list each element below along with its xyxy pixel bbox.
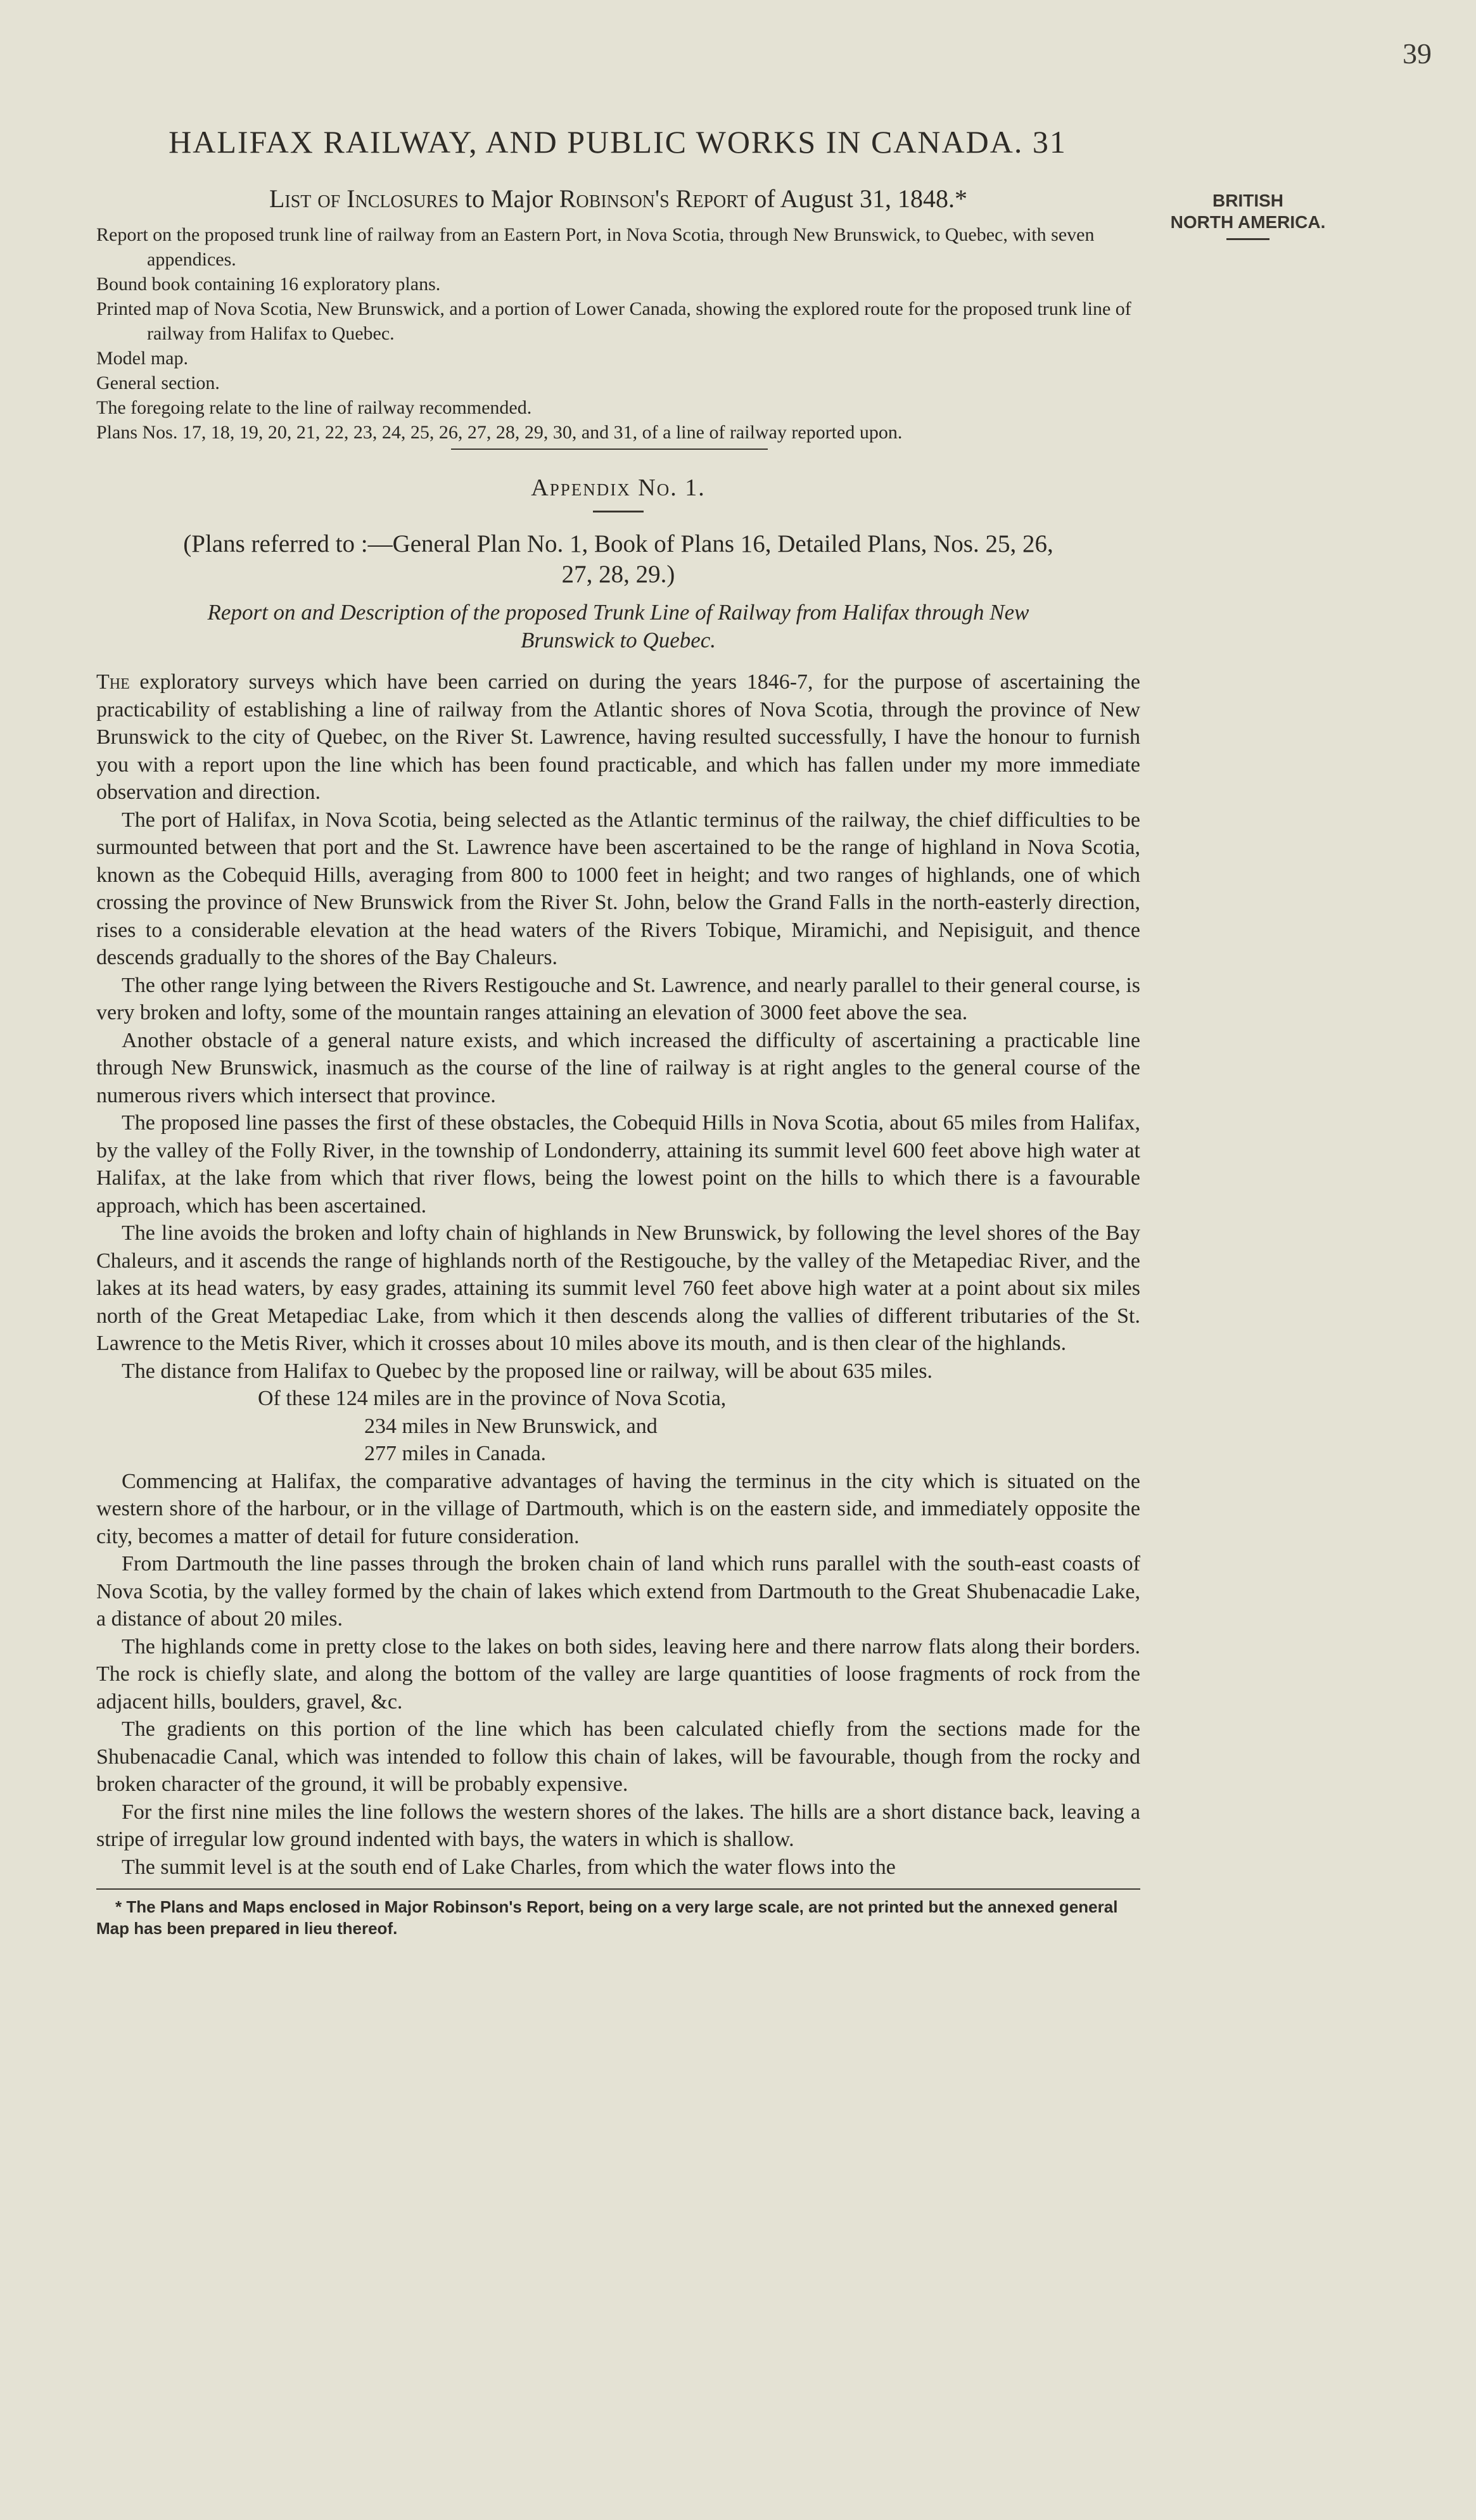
body-paragraph: The summit level is at the south end of Lake Charles, from which the water flows into the: [122, 1855, 896, 1879]
margin-note: [1153, 190, 1343, 240]
report-title-line-2: Brunswick to Quebec.: [520, 628, 716, 652]
body-paragraph: For the first nine miles the line follows the western shores of the lakes. The hills are a short distance back, leaving a stripe of irregular low ground indented with bays, the waters in which is shallow.: [96, 1800, 1140, 1851]
footnote: * The Plans and Maps enclosed in Major Robinson's Report, being on a very large scale, are not printed but the annexed general Map has been prepared in lieu thereof.: [96, 1897, 1118, 1938]
footnote-rule: [96, 1888, 1140, 1890]
paragraph-text: exploratory surveys which have been carried on during the years 1846-7, for the purpose of ascertaining the practicability of establishing a line of railway from the Atlantic shores of Nova Scotia, through the province of New Brunswick to the city of Quebec, on the River St. Lawrence, having resulted successfully, I have the honour to furnish you with a report upon the line which has been found practicable, and which has fallen under my more immediate observation and direction.: [96, 670, 1140, 804]
margin-note-line-2: NORTH AMERICA.: [1170, 212, 1326, 232]
inclosure-item: Report on the proposed trunk line of railway from an Eastern Port, in Nova Scotia, through New Brunswick, to Quebec, with seven appendices.: [96, 224, 1095, 270]
body-paragraph: The highlands come in pretty close to the lakes on both sides, leaving here and there narrow flats along their borders. The rock is chiefly slate, and along the bottom of the valley are large quantities of loose fragments of rock from the adjacent hills, boulders, gravel, &c.: [96, 1634, 1140, 1714]
distance-list: [258, 1385, 1140, 1468]
inclosures-title-part-2: to Major: [458, 184, 559, 213]
inclosures-title-part-1: List of Inclosures: [269, 184, 459, 213]
inclosure-item: Printed map of Nova Scotia, New Brunswick, and a portion of Lower Canada, showing the explored route for the proposed trunk line of railway from Halifax to Quebec.: [96, 298, 1131, 344]
appendix-title-rule: [593, 511, 644, 512]
inclosure-item: General section.: [96, 372, 220, 393]
plans-reference-line-1: (Plans referred to :—General Plan No. 1, Book of Plans 16, Detailed Plans, Nos. 25, 26,: [183, 530, 1053, 557]
inclosures-list: [96, 222, 1140, 445]
distance-list-item: 234 miles in New Brunswick, and: [364, 1414, 658, 1438]
distance-list-item: Of these 124 miles are in the province of Nova Scotia,: [258, 1387, 727, 1410]
page-number: 39: [1403, 37, 1432, 70]
running-header: HALIFAX RAILWAY, AND PUBLIC WORKS IN CANADA. 31: [169, 124, 1067, 160]
body-paragraph: The proposed line passes the first of these obstacles, the Cobequid Hills in Nova Scotia, about 65 miles from Halifax, by the valley of the Folly River, in the township of Londonderry, attaining its summit level 600 feet above high water at Halifax, at the lake from which that river flows, being the lowest point on the hills to which there is a favourable approach, which has been ascertained.: [96, 1111, 1140, 1218]
body-paragraph: The gradients on this portion of the line which has been calculated chiefly from the sections made for the Shubenacadie Canal, which was intended to follow this chain of lakes, will be favourable, though from the rocky and broken character of the ground, it will be probably expensive.: [96, 1717, 1140, 1796]
inclosures-title: [96, 184, 1140, 213]
page-content: [96, 184, 1140, 1939]
body-paragraph: Commencing at Halifax, the comparative advantages of having the terminus in the city which is situated on the western shore of the harbour, or in the village of Dartmouth, which is on the eastern side, and immediately opposite the city, becomes a matter of detail for future consideration.: [96, 1469, 1140, 1548]
report-title-line-1: Report on and Description of the proposed Trunk Line of Railway from Halifax through New: [207, 600, 1029, 625]
body-paragraph: The line avoids the broken and lofty chain of highlands in New Brunswick, by following the level shores of the Bay Chaleurs, and it ascends the range of highlands north of the Restigouche, by the valley of the Metapediac River, and the lakes at its head waters, by easy grades, attaining its summit level 760 feet above high water at a point about six miles north of the Great Metapediac Lake, from which it then descends along the vallies of different tributaries of the St. Lawrence to the Metis River, which it crosses about 10 miles above its mouth, and is then clear of the highlands.: [96, 1221, 1140, 1355]
inclosures-title-part-4: of August 31, 1848.*: [748, 184, 968, 213]
margin-note-line-1: BRITISH: [1212, 191, 1283, 210]
inclosure-item: Plans Nos. 17, 18, 19, 20, 21, 22, 23, 24, 25, 26, 27, 28, 29, 30, and 31, of a line of railway reported upon.: [96, 422, 903, 443]
body-paragraph: From Dartmouth the line passes through the broken chain of land which runs parallel with the south-east coasts of Nova Scotia, by the valley formed by the chain of lakes which extend from Dartmouth to the Great Shubenacadie Lake, a distance of about 20 miles.: [96, 1552, 1140, 1631]
plans-reference-line-2: 27, 28, 29.): [561, 561, 675, 588]
inclosure-item: Bound book containing 16 exploratory plans.: [96, 274, 441, 295]
inclosure-item: The foregoing relate to the line of railway recommended.: [96, 397, 532, 418]
section-divider: [451, 449, 768, 450]
plans-reference: [96, 529, 1140, 590]
appendix-title: Appendix No. 1.: [531, 474, 706, 501]
distance-list-item: 277 miles in Canada.: [364, 1442, 547, 1465]
body-paragraph: Another obstacle of a general nature exists, and which increased the difficulty of ascertaining a practicable line through New Brunswick, inasmuch as the course of the line of railway is at right angles to the general course of the numerous rivers which intersect that province.: [96, 1028, 1140, 1107]
body-paragraph: [96, 668, 1140, 806]
report-body: [96, 668, 1140, 1881]
body-paragraph: The distance from Halifax to Quebec by the proposed line or railway, will be about 635 miles.: [122, 1359, 932, 1383]
inclosures-title-part-3: Robinson's Report: [559, 184, 748, 213]
margin-note-rule: [1226, 238, 1269, 240]
body-paragraph: The other range lying between the Rivers Restigouche and St. Lawrence, and nearly parallel to their general course, is very broken and lofty, some of the mountain ranges attaining an elevation of 3000 feet above the sea.: [96, 973, 1140, 1024]
inclosure-item: Model map.: [96, 348, 188, 369]
paragraph-lead-word: The: [96, 670, 130, 694]
body-paragraph: The port of Halifax, in Nova Scotia, being selected as the Atlantic terminus of the railway, the chief difficulties to be surmounted between that port and the St. Lawrence have been ascertained to be the range of highland in Nova Scotia, known as the Cobequid Hills, averaging from 800 to 1000 feet in height; and two ranges of highlands, one of which crossing the province of New Brunswick from the River St. John, below the Grand Falls in the north-easterly direction, rises to a considerable elevation at the head waters of the Rivers Tobique, Miramichi, and Nepisiguit, and thence descends gradually to the shores of the Bay Chaleurs.: [96, 808, 1140, 969]
report-title: [96, 599, 1140, 654]
